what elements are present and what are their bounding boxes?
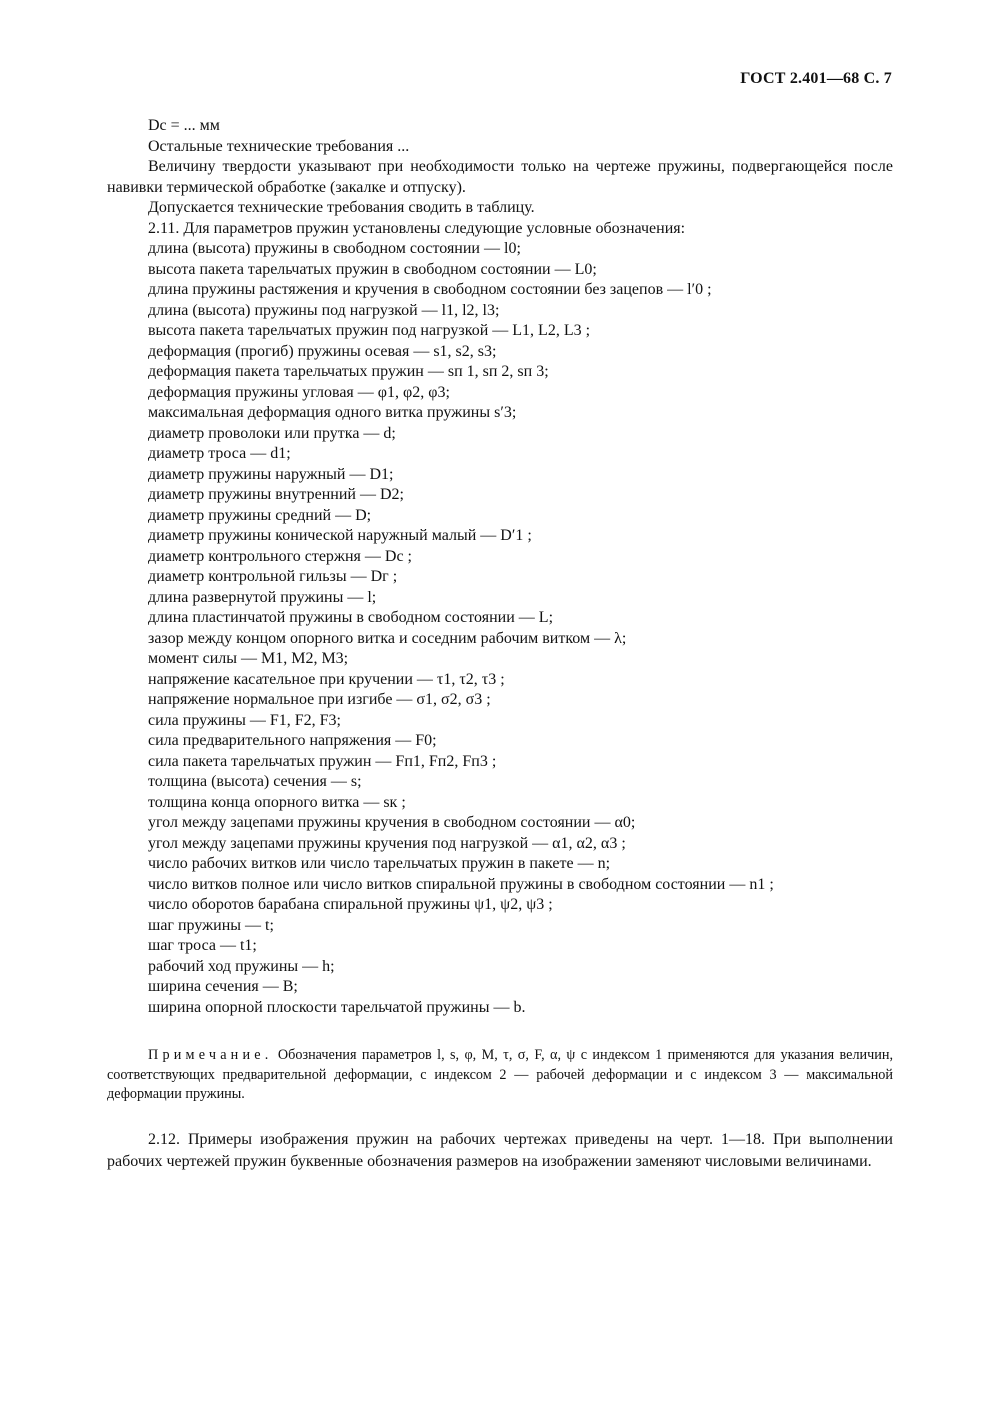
list-item: длина (высота) пружины в свободном состоянии — l0;: [148, 240, 521, 257]
list-item: сила предварительного напряжения — F0;: [148, 732, 437, 749]
paragraph-hardness: Величину твердости указывают при необходимости только на чертеже пружины, подвергающейся после навивки термической обработке (закалке и отпуску).: [107, 158, 893, 196]
list-item: максимальная деформация одного витка пружины s′3;: [148, 404, 517, 421]
list-item: диаметр контрольного стержня — Dс ;: [148, 547, 412, 565]
paragraph-dc: Dс = ... мм: [148, 117, 220, 134]
list-item: диаметр пружины внутренний — D2;: [148, 486, 404, 503]
list-item: диаметр пружины наружный — D1;: [148, 465, 394, 483]
section-2-12-paragraph: 2.12. Примеры изображения пружин на рабочих чертежах приведены на черт. 1—18. При выполнении рабочих чертежей пружин буквенные обозначения размеров на изображении заменяют числовыми величинами.: [107, 1130, 893, 1170]
list-item: угол между зацепами пружины кручения под нагрузкой — α1, α2, α3 ;: [148, 834, 626, 852]
list-item: сила пружины — F1, F2, F3;: [148, 711, 341, 729]
list-item: диаметр проволоки или прутка — d;: [148, 424, 396, 442]
list-item: момент силы — M1, M2, M3;: [148, 650, 349, 667]
list-item: диаметр контрольной гильзы — Dг ;: [148, 568, 398, 585]
intro-block-2: [107, 198, 893, 239]
list-item: угол между зацепами пружины кручения в свободном состоянии — α0;: [148, 814, 636, 831]
list-item: деформация пакета тарельчатых пружин — sп 1, sп 2, sп 3;: [148, 363, 549, 380]
note-label: Примечание.: [148, 1047, 273, 1063]
list-item: напряжение касательное при кручении — τ1, τ2, τ3 ;: [148, 670, 505, 688]
list-item: число витков полное или число витков спиральной пружины в свободном состоянии — n1 ;: [148, 875, 774, 893]
document-body: [107, 116, 893, 1189]
list-item: шаг пружины — t;: [148, 916, 274, 934]
note-text: Обозначения параметров l, s, φ, M, τ, σ, F, α, ψ с индексом 1 применяются для указания величин, соответствующих предварительной деформации, с индексом 2 — рабочей деформации и с индексом 3 — максимальной деформации пружины.: [107, 1047, 893, 1102]
list-item: длина пружины растяжения и кручения в свободном состоянии без зацепов — l′0 ;: [148, 281, 712, 298]
list-item: длина развернутой пружины — l;: [148, 588, 377, 606]
list-item: сила пакета тарельчатых пружин — Fп1, Fп2, Fп3 ;: [148, 752, 497, 770]
list-item: ширина опорной плоскости тарельчатой пружины — b.: [148, 998, 526, 1016]
list-item: высота пакета тарельчатых пружин под нагрузкой — L1, L2, L3 ;: [148, 322, 591, 339]
list-item: длина пластинчатой пружины в свободном состоянии — L;: [148, 609, 554, 626]
paragraph-other-requirements: Остальные технические требования ...: [148, 137, 410, 155]
note-paragraph: [107, 1046, 893, 1105]
list-item: число рабочих витков или число тарельчатых пружин в пакете — n;: [148, 855, 611, 872]
list-item: деформация пружины угловая — φ1, φ2, φ3;: [148, 383, 450, 401]
list-item: зазор между концом опорного витка и соседним рабочим витком — λ;: [148, 629, 627, 647]
section-2-11-heading: 2.11. Для параметров пружин установлены следующие условные обозначения:: [148, 219, 686, 237]
paragraph-table: Допускается технические требования сводить в таблицу.: [148, 199, 535, 216]
list-item: диаметр троса — d1;: [148, 445, 291, 462]
list-item: ширина сечения — B;: [148, 978, 298, 995]
page-header: ГОСТ 2.401—68 С. 7: [740, 70, 892, 87]
list-item: деформация (прогиб) пружины осевая — s1, s2, s3;: [148, 342, 497, 360]
list-item: диаметр пружины конической наружный малый — D′1 ;: [148, 527, 532, 544]
list-item: напряжение нормальное при изгибе — σ1, σ2, σ3 ;: [148, 691, 491, 708]
list-item: высота пакета тарельчатых пружин в свободном состоянии — L0;: [148, 260, 597, 278]
list-item: диаметр пружины средний — D;: [148, 506, 372, 524]
list-item: длина (высота) пружины под нагрузкой — l1, l2, l3;: [148, 301, 500, 319]
list-item: толщина (высота) сечения — s;: [148, 773, 362, 790]
list-item: шаг троса — t1;: [148, 937, 257, 954]
list-item: число оборотов барабана спиральной пружины ψ1, ψ2, ψ3 ;: [148, 896, 553, 913]
list-item: толщина конца опорного витка — sк ;: [148, 793, 406, 811]
list-item: рабочий ход пружины — h;: [148, 957, 335, 975]
intro-block: [107, 116, 893, 157]
designation-list: [107, 239, 893, 1018]
